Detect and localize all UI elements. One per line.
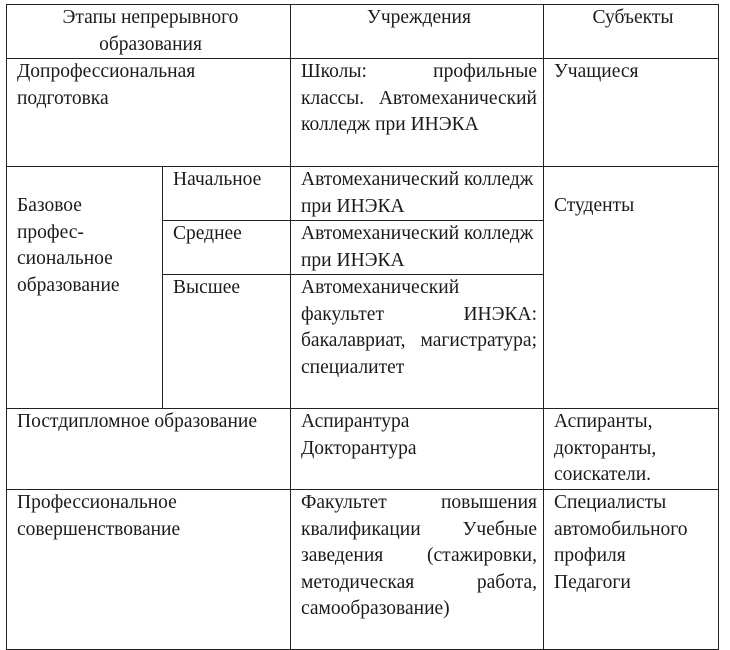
stage-basic-line: профес- (17, 221, 84, 243)
level-secondary: Среднее (163, 221, 291, 275)
stage-preprofessional: Допрофессиональная подготовка (7, 59, 291, 167)
level-higher: Высшее (163, 275, 291, 409)
stage-basic-line: Базовое (17, 195, 82, 216)
row-professional-development (7, 490, 719, 650)
header-stages: Этапы непрерывного образования (7, 5, 291, 59)
subjects-professional-development (544, 490, 719, 650)
institution-initial: Автомеханический колледж при ИНЭКА (291, 167, 544, 221)
stage-professional-development: Профессиональное совершенствование (7, 490, 291, 650)
header-subjects: Субъекты (544, 5, 719, 59)
institution-postgraduate-line: Аспирантура (301, 411, 410, 432)
institution-preprofessional: Школы: профильные классы. Автомеханический колледж при ИНЭКА (291, 59, 544, 167)
stage-basic-line: сиональное (17, 248, 113, 269)
institution-secondary: Автомеханический колледж при ИНЭКА (291, 221, 544, 275)
institution-postgraduate-line: Докторантура (301, 437, 417, 459)
education-stages-table (6, 4, 719, 650)
stage-basic-line: образование (17, 274, 120, 296)
subjects-professional-development-line: Специалисты автомобильного профиля (554, 492, 688, 566)
header-row (7, 5, 719, 59)
subjects-basic: Студенты (544, 167, 719, 409)
level-initial: Начальное (163, 167, 291, 221)
header-institutions: Учреждения (291, 5, 544, 59)
subjects-preprofessional: Учащиеся (544, 59, 719, 167)
stage-postgraduate: Постдипломное образование (7, 409, 291, 490)
row-basic-initial (7, 167, 719, 221)
institution-professional-development: Факультет повышения квалификации Учебные заведения (стажировки, методическая работа, самообразование) (291, 490, 544, 650)
institution-postgraduate (291, 409, 544, 490)
row-postgraduate (7, 409, 719, 490)
stage-basic (7, 167, 163, 409)
subjects-professional-development-line: Педагоги (554, 571, 631, 593)
subjects-postgraduate: Аспиранты, докторанты, соискатели. (544, 409, 719, 490)
institution-higher: Автомеханический факультет ИНЭКА: бакалавриат, магистратура; специалитет (291, 275, 544, 409)
row-preprofessional (7, 59, 719, 167)
